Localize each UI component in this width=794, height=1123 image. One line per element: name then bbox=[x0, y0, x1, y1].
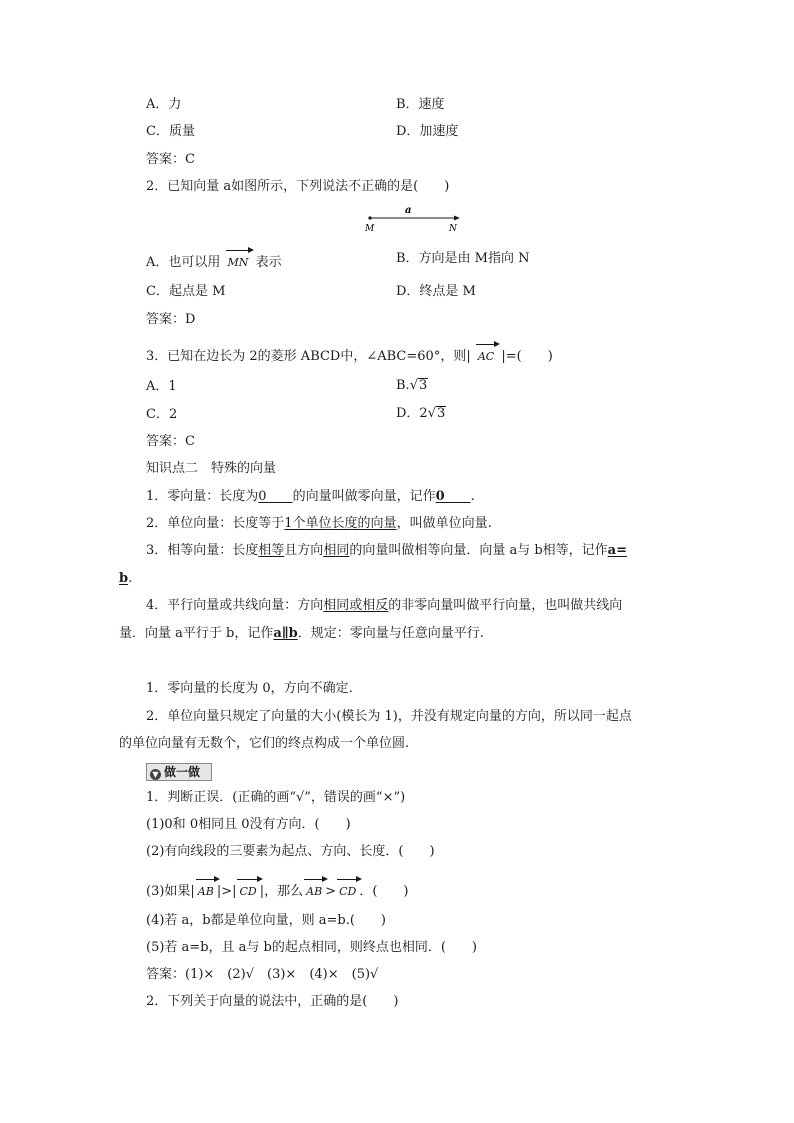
text: |>| bbox=[216, 884, 237, 899]
q2-stem: 2．已知向量 a如图所示，下列说法不正确的是( ) bbox=[146, 179, 450, 194]
note-2-line-2: 的单位向量有无数个，它们的终点构成一个单位圆. bbox=[119, 736, 410, 751]
unit-vector-def bbox=[146, 515, 492, 533]
section-heading: 知识点二 特殊的向量 bbox=[146, 461, 277, 476]
q1-option-b: B．速度 bbox=[396, 97, 445, 112]
text: 3．相等向量：长度 bbox=[146, 543, 259, 558]
q3-stem bbox=[146, 342, 553, 366]
q3-option-d: D．2√3 bbox=[396, 406, 446, 421]
blank-answer: a∥b bbox=[273, 626, 298, 641]
q2-answer: 答案：D bbox=[146, 312, 196, 327]
text: 的非零向量叫做平行向量，也叫做共线向 bbox=[388, 598, 623, 613]
q3-stem-pre: 3．已知在边长为 2的菱形 ABCD中，∠ABC=60°，则| bbox=[146, 349, 471, 364]
text: . bbox=[470, 489, 475, 504]
text: 的向量叫做零向量，记作 bbox=[292, 489, 436, 504]
equal-vector-def-cont bbox=[119, 570, 132, 588]
q1-answer: 答案：C bbox=[146, 152, 195, 167]
practice-q2: 2．下列关于向量的说法中，正确的是( ) bbox=[146, 994, 399, 1009]
vector-ab: AB bbox=[306, 877, 322, 901]
point-m-label: M bbox=[365, 224, 375, 234]
q2-option-b: B．方向是由 M指向 N bbox=[396, 251, 530, 266]
text: ，叫做单位向量. bbox=[396, 516, 492, 531]
practice-s4: (4)若 a，b都是单位向量，则 a=b.( ) bbox=[146, 913, 386, 928]
note-2-line-1: 2．单位向量只规定了向量的大小(模长为 1)，并没有规定向量的方向，所以同一起点 bbox=[146, 709, 632, 724]
equal-vector-def bbox=[146, 542, 627, 560]
note-1: 1．零向量的长度为 0，方向不确定. bbox=[146, 681, 353, 696]
text: 1．零向量：长度为 bbox=[146, 489, 259, 504]
text: > bbox=[325, 884, 337, 899]
vector-cd: CD bbox=[239, 877, 256, 901]
text: (3)如果| bbox=[146, 884, 195, 899]
q3-stem-post: |=( ) bbox=[501, 349, 553, 364]
text: 4．平行向量或共线向量：方向 bbox=[146, 598, 324, 613]
practice-badge bbox=[146, 763, 212, 781]
blank-answer: 0 bbox=[258, 489, 293, 504]
vector-a-figure bbox=[364, 200, 464, 236]
text: . bbox=[128, 571, 133, 586]
vector-ab: AB bbox=[198, 877, 214, 901]
q1-option-d: D．加速度 bbox=[396, 124, 459, 139]
blank-answer: 相同 bbox=[323, 543, 350, 558]
blank-answer: b bbox=[119, 571, 129, 586]
blank-answer: 1个单位长度的向量 bbox=[284, 516, 397, 531]
text: ．规定：零向量与任意向量平行. bbox=[297, 626, 484, 641]
point-n-label: N bbox=[449, 224, 457, 234]
text: 且方向 bbox=[284, 543, 324, 558]
q3-answer: 答案：C bbox=[146, 434, 195, 449]
q2-option-d: D．终点是 M bbox=[396, 284, 476, 299]
practice-badge-label: 做一做 bbox=[164, 765, 201, 779]
blank-answer: 相等 bbox=[258, 543, 285, 558]
q3-option-d-radicand: 3 bbox=[437, 406, 446, 421]
practice-s1: (1)0和 0相同且 0没有方向．( ) bbox=[146, 817, 351, 832]
vector-a-label: a bbox=[405, 205, 412, 216]
practice-q1: 1．判断正误．(正确的画“√”，错误的画“×”) bbox=[146, 790, 406, 805]
q2-option-c: C．起点是 M bbox=[146, 284, 226, 299]
q1-option-c: C．质量 bbox=[146, 124, 195, 139]
parallel-vector-def-cont bbox=[119, 625, 484, 643]
q3-option-b-radicand: 3 bbox=[418, 378, 428, 393]
q3-option-a: A．1 bbox=[146, 379, 177, 394]
vector-ac: AC bbox=[478, 342, 494, 366]
blank-answer: 0 bbox=[435, 489, 471, 504]
q3-option-b: B.√3 bbox=[396, 378, 428, 393]
q3-option-d-pre: D．2 bbox=[396, 406, 428, 421]
zero-vector-def bbox=[146, 488, 475, 506]
q2-option-a-pre: A．也可以用 bbox=[146, 255, 221, 270]
text: |，那么 bbox=[259, 884, 304, 899]
q1-option-a: A．力 bbox=[146, 97, 182, 112]
text: ．( ) bbox=[359, 884, 409, 899]
q3-option-b-pre: B. bbox=[396, 378, 410, 393]
practice-s5: (5)若 a=b，且 a与 b的起点相同，则终点也相同．( ) bbox=[146, 940, 477, 955]
triangle-down-icon: ▼ bbox=[150, 769, 161, 780]
q2-option-a bbox=[146, 248, 282, 272]
text: 2．单位向量：长度等于 bbox=[146, 516, 285, 531]
vector-mn: MN bbox=[228, 248, 249, 272]
blank-answer: a= bbox=[607, 543, 627, 558]
q2-option-a-post: 表示 bbox=[255, 255, 282, 270]
blank-answer: 相同或相反 bbox=[323, 598, 389, 613]
text: 的向量叫做相等向量．向量 a与 b相等，记作 bbox=[349, 543, 608, 558]
practice-s2: (2)有向线段的三要素为起点、方向、长度．( ) bbox=[146, 844, 435, 859]
parallel-vector-def bbox=[146, 597, 622, 615]
vector-cd: CD bbox=[339, 877, 356, 901]
practice-answer: 答案：(1)× (2)√ (3)× (4)× (5)√ bbox=[146, 967, 379, 982]
q3-option-c: C．2 bbox=[146, 407, 178, 422]
practice-s3 bbox=[146, 877, 408, 901]
text: 量．向量 a平行于 b，记作 bbox=[119, 626, 274, 641]
